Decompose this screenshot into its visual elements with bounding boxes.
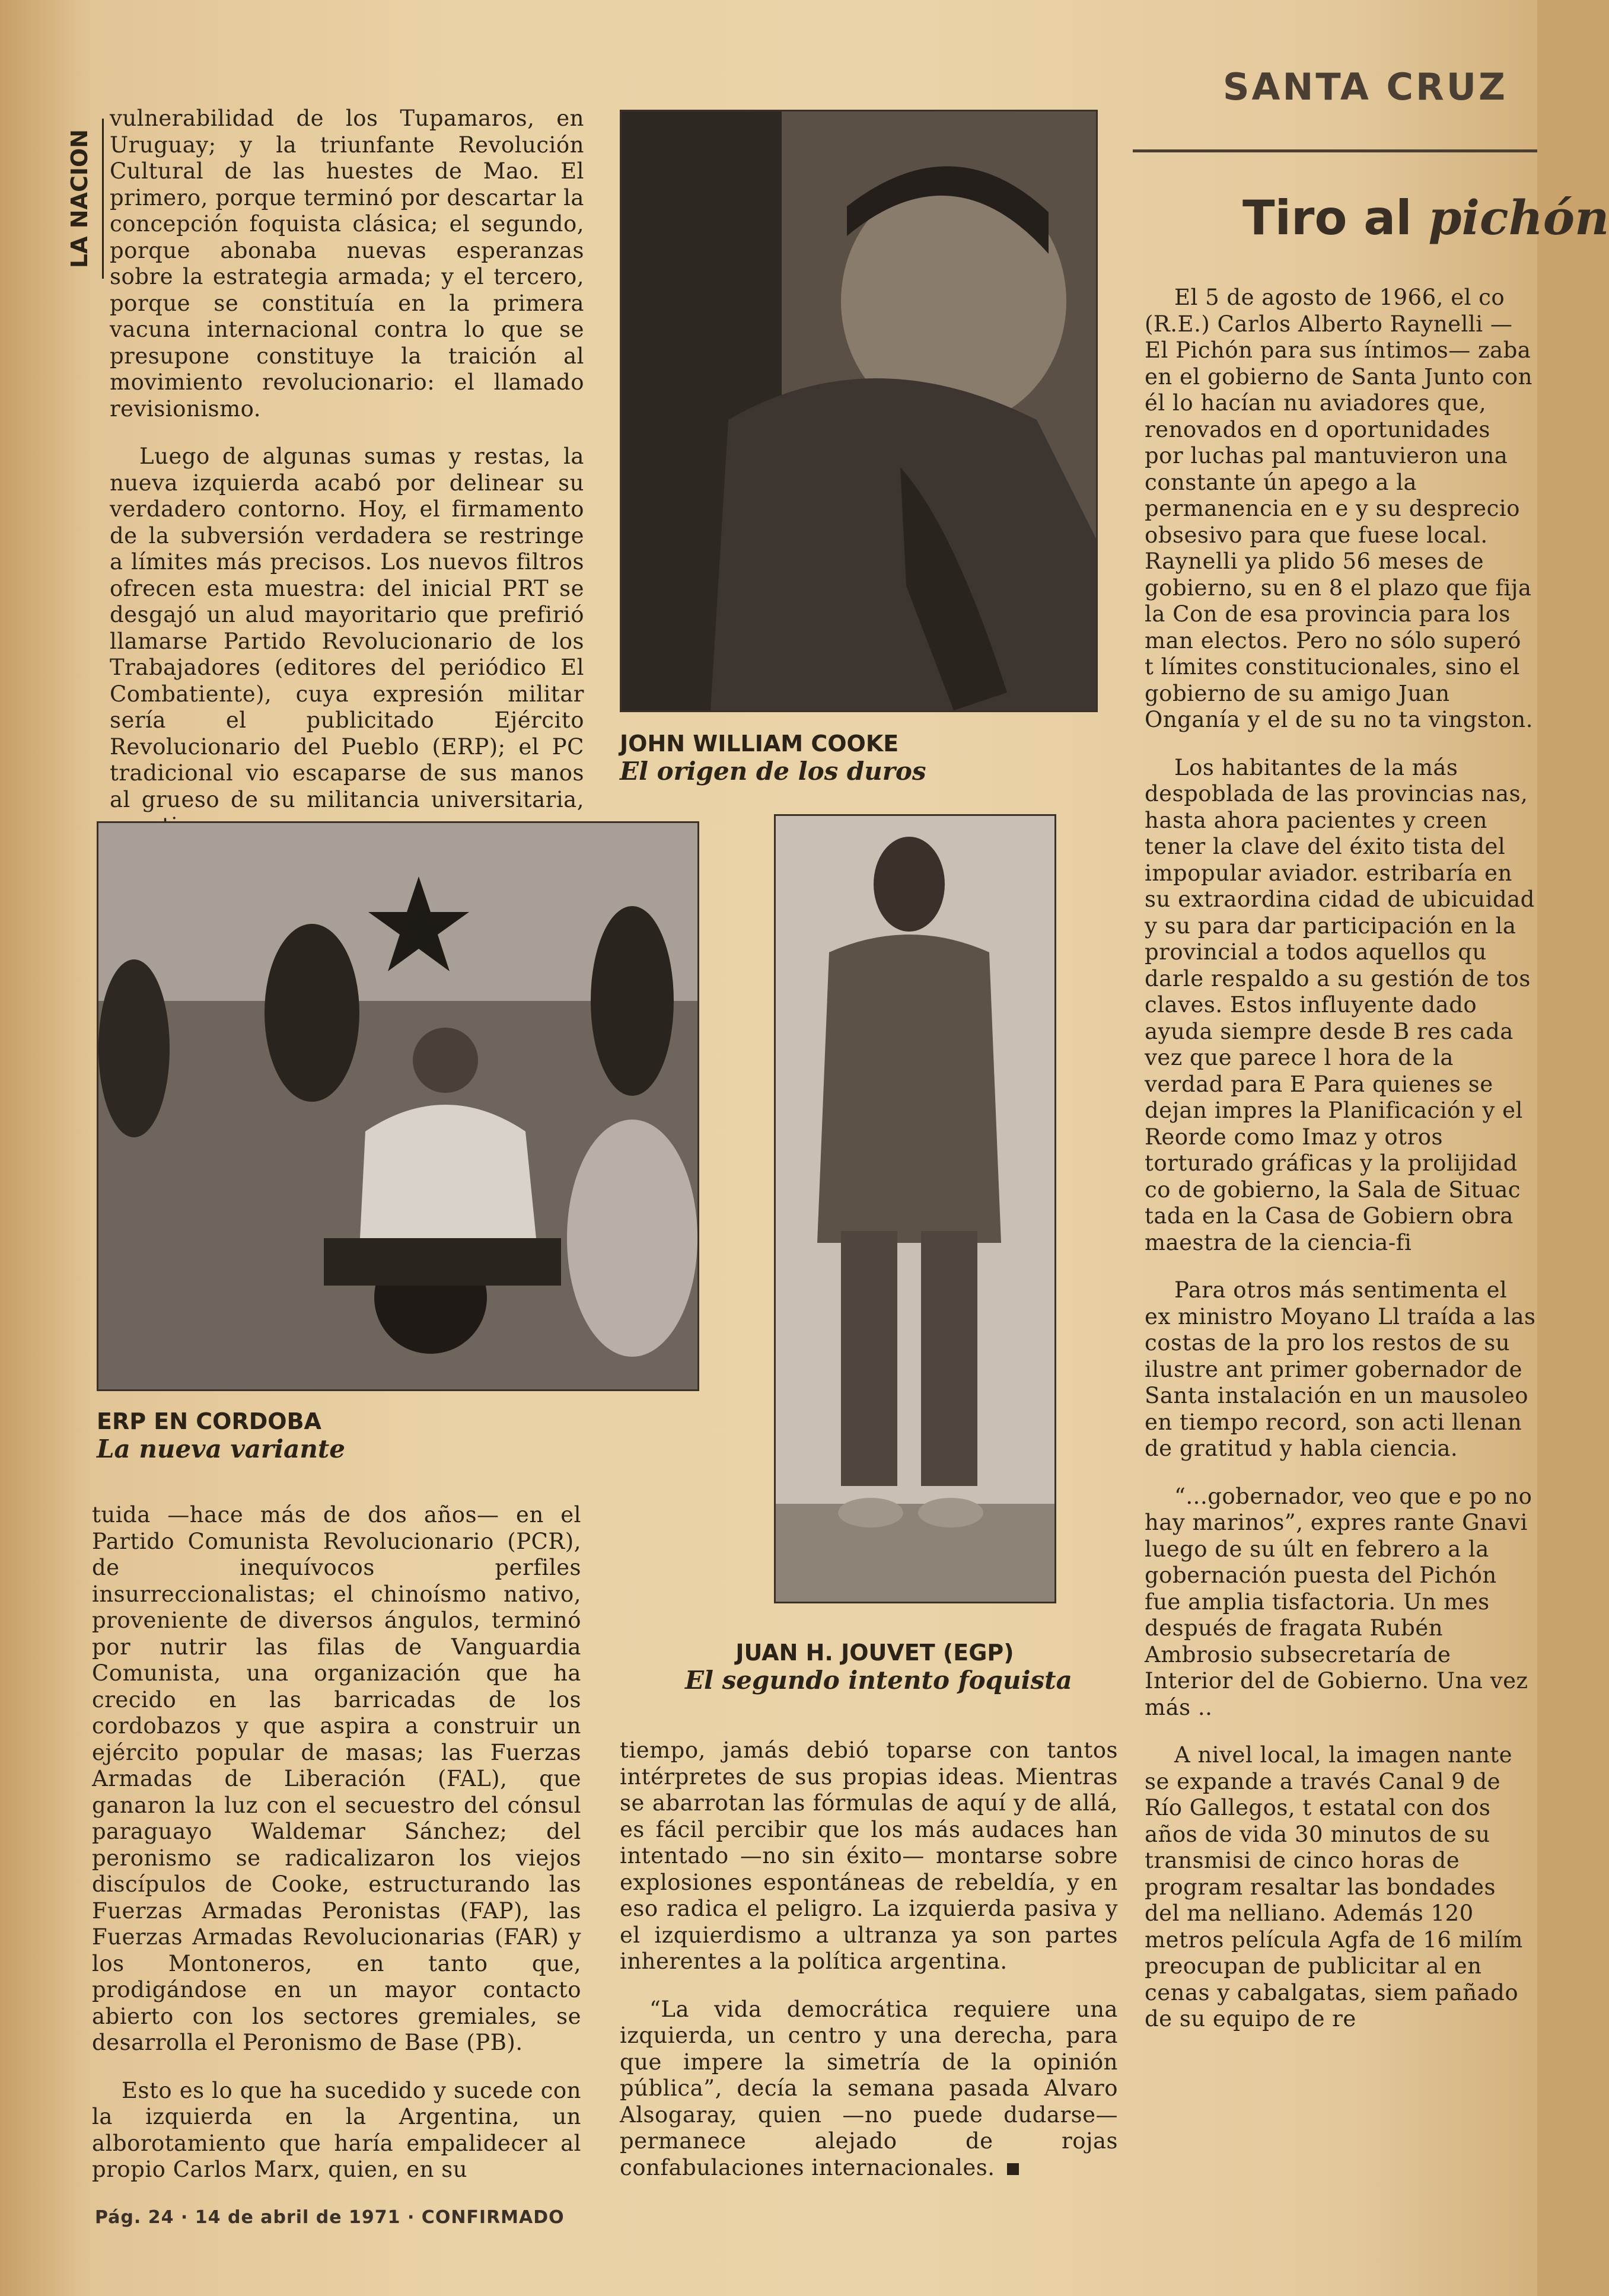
- page-footer: Pág. 24 · 14 de abril de 1971 · CONFIRMADO: [95, 2207, 565, 2228]
- headline-plain: Tiro al: [1242, 190, 1412, 245]
- paragraph: vulnerabilidad de los Tupamaros, en Uruguay; y la triunfante Revolución Cultural de las huestes de Mao. El primero, porque terminó por descartar la concepción foquista clásica; el segundo, porque abonaba nuevas esperanzas sobre la estrategia armada; y el tercero, porque se constituía en la primera vacuna internacional contra lo que se presupone constituye la traición al movimiento revolucionario: el llamado revisionismo.: [110, 106, 584, 422]
- photo-cooke: [620, 110, 1098, 712]
- paragraph: El 5 de agosto de 1966, el co (R.E.) Carlos Alberto Raynelli —El Pichón para sus íntimos— zaba en el gobierno de Santa Junto con él lo hacían nu aviadores que, renovados en d oportunidades por luchas pal mantuvieron una constante ún apego a la permanencia en e y su desprecio obsesivo para que fuese local. Raynelli ya plido 56 meses de gobierno, su en 8 el plazo que fija la Con de esa provincia para los man electos. Pero no sólo superó t límites constitucionales, sino el gobierno de su amigo Juan Onganía y el de su no ta vingston.: [1145, 285, 1533, 732]
- portrait-illustration: [622, 111, 1096, 710]
- caption-erp: [97, 1408, 345, 1463]
- paragraph-text: “La vida democrática requiere una izquierda, un centro y una derecha, para que impere la simetría de la opinión pública”, decía la semana pasada Alvaro Alsogaray, quien —no puede dudarse— permanece alejado de rojas confabulaciones internacionales.: [620, 1996, 1118, 2180]
- paragraph: Luego de algunas sumas y restas, la nueva izquierda acabó por delinear su verdadero contorno. Hoy, el firmamento de la subversión verdadera se restringe a límites más precisos. Los nuevos filtros ofrecen esta muestra: del inicial PRT se desgajó un alud mayoritario que prefirió llamarse Partido Revolucionario de los Trabajadores (editores del periódico El Combatiente), cuya expresión militar sería el publicitado Ejército Revolucionario del Pueblo (ERP); el PC tradicional vio escaparse de sus manos al grueso de su militancia universitaria,: [110, 444, 584, 812]
- photo-jouvet: [774, 814, 1056, 1603]
- end-of-article-mark: [1007, 2163, 1019, 2175]
- caption-name: ERP EN CORDOBA: [97, 1408, 321, 1434]
- paragraph: Para otros más sentimenta el ex ministro Moyano Ll traída a las costas de la pro los restos de su ilustre ant primer gobernador de Santa instalación en un mausoleo en tiempo record, son acti llenan de gratitud y habla ciencia.: [1145, 1277, 1536, 1461]
- paragraph: A nivel local, la imagen nante se expande a través Canal 9 de Río Gallegos, t estatal con dos años de vida 30 minutos de su transmisi de cinco horas de program resaltar las bondades del ma nelliano. Además 120 metros película Agfa de 16 milím preocupan de publicitar al en cenas y cabalgatas, siem pañado de su equipo de re: [1145, 1742, 1523, 2032]
- middle-column: [620, 1737, 1118, 2181]
- caption-name: JOHN WILLIAM COOKE: [620, 731, 899, 757]
- paragraph: “...gobernador, veo que e po no hay marinos”, expres rante Gnavi luego de su últ en febrero a la gobernación puesta del Pichón fue amplia tisfactoria. Un mes después de fragata Rubén Ambrosio subsecretaría de Interior del de Gobierno. Una vez más ..: [1145, 1483, 1532, 1720]
- paragraph: tuida —hace más de dos años— en el Partido Comunista Revolucionario (PCR), de inequívocos perfiles insurreccionalistas; el chinoísmo nativo, proveniente de diversos ángulos, terminó por nutrir las filas de Vanguardia Comunista, una organización que ha crecido en las barricadas de los cordobazos y que aspira a construir un ejército popular de masas; las Fuerzas Armadas de Liberación (FAL), que ganaron la luz con el secuestro del cónsul paraguayo Waldemar Sánchez; del peronismo se radicalizaron los viejos discípulos de Cooke, estructurando las Fuerzas Armadas Peronistas (FAP), las Fuerzas Armadas Revolucionarias (FAR) y los Montoneros, en tanto que, prodigándose en un mayor contacto abierto con los sectores gremiales, se desarrolla el Peronismo de Base (PB).: [92, 1502, 581, 2055]
- side-label-text: LA NACION: [66, 129, 93, 269]
- section-rule: [1133, 149, 1537, 152]
- caption-subtitle: El origen de los duros: [620, 757, 926, 786]
- paragraph: tiempo, jamás debió toparse con tantos intérpretes de sus propias ideas. Mientras se abarrotan las fórmulas de aquí y de allá, es fácil percibir que los más audaces han intentado —no sin éxito— montarse sobre explosiones espontáneas de rebeldía, y en eso radica el peligro. La izquierda pasiva y el izquierdismo a ultranza ya son partes inherentes a la política argentina.: [620, 1737, 1118, 1974]
- section-header: SANTA CRUZ: [1222, 65, 1508, 109]
- article-headline: [1242, 190, 1609, 245]
- caption-name: JUAN H. JOUVET (EGP): [735, 1640, 1014, 1666]
- caption-jouvet: [685, 1640, 1072, 1695]
- caption-cooke: [620, 731, 926, 786]
- caption-subtitle: La nueva variante: [97, 1434, 345, 1463]
- paragraph: Esto es lo que ha sucedido y sucede con la izquierda en la Argentina, un alborotamiento que haría empalidecer al propio Carlos Marx, quien, en su: [92, 2077, 581, 2182]
- photo-erp-cordoba: [97, 821, 699, 1391]
- left-column-top: [110, 106, 584, 840]
- side-label-rule: [102, 119, 104, 279]
- paragraph: Los habitantes de la más despoblada de las provincias nas, hasta ahora pacientes y creen tener la clave del éxito tista del impopular aviador. estribaría en su extraordina cidad de ubicuidad y su para dar participación en la provincial a todos aquellos qu darle respaldo a su gestión de tos claves. Estos influyente dado ayuda siempre desde B res cada vez que parece l hora de la verdad para E Para quienes se dejan impres la Planificación y el Reorde como Imaz y otros torturado gráficas y la prolijidad co de gobierno, la Sala de Situac tada en la Casa de Gobiern obra maestra de la ciencia-fi: [1145, 754, 1535, 1255]
- motorcycle-scene-illustration: [98, 823, 697, 1389]
- caption-subtitle: El segundo intento foquista: [685, 1666, 1072, 1695]
- paragraph: [620, 1997, 1118, 2182]
- side-label: [62, 119, 97, 279]
- right-column: [1145, 285, 1536, 2206]
- headline-italic: pichón: [1428, 190, 1609, 245]
- left-column-bottom: [92, 1502, 581, 2183]
- standing-figure-illustration: [776, 816, 1054, 1602]
